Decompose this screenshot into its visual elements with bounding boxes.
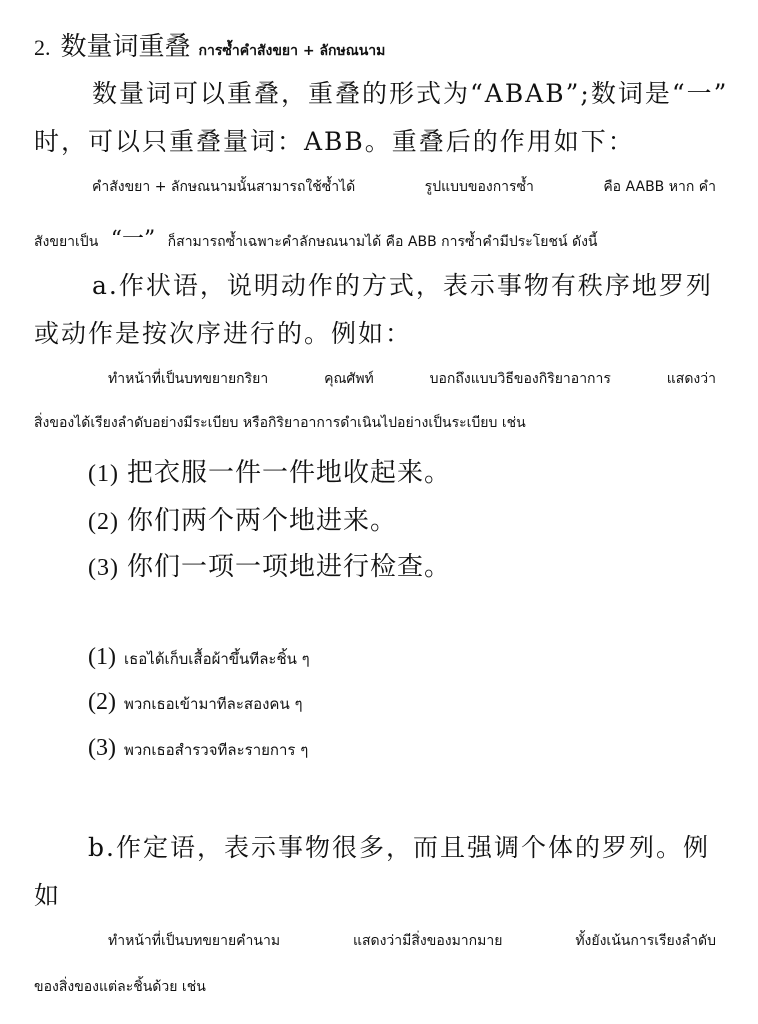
intro-th-part: คำสังขยา + ลักษณนามนั้นสามารถใช้ซ้ำได้ — [92, 179, 356, 195]
example-number: (3) — [88, 555, 119, 581]
section-a-th-line-2: สิ่งของได้เรียงลำดับอย่างมีระเบียบ หรือกิริยาอาการดำเนินไปอย่างเป็นระเบียบ เช่น — [34, 415, 526, 431]
example-zh-1 — [88, 452, 451, 489]
example-number: (1) — [88, 461, 119, 487]
section-a-th-part: คุณศัพท์ — [324, 371, 374, 387]
intro-zh-line-1: 数量词可以重叠，重叠的形式为“ABAB”;数词是“一” — [92, 79, 729, 108]
section-a-th-part: แสดงว่า — [666, 371, 716, 387]
section-b-th-line-2: ของสิ่งของแต่ละชิ้นด้วย เช่น — [34, 979, 206, 995]
section-a-th-part: ทำหน้าที่เป็นบทขยายกริยา — [108, 371, 269, 387]
example-number: (2) — [88, 509, 119, 535]
heading-title-th: การซ้ำคำสังขยา + ลักษณนาม — [198, 43, 386, 59]
example-th-3 — [88, 735, 308, 762]
section-b-zh-line-1: b.作定语，表示事物很多，而且强调个体的罗列。例 — [88, 833, 710, 862]
intro-th-part: สังขยาเป็น — [34, 234, 99, 250]
section-b-th-line-1 — [108, 930, 716, 952]
heading-number: 2. — [34, 35, 51, 60]
section-a-th-part: บอกถึงแบบวิธีของกิริยาอาการ — [429, 371, 611, 387]
example-text: 把衣服一件一件地收起来。 — [126, 458, 451, 488]
intro-th-quote: “一” — [110, 227, 156, 252]
example-number: (3) — [88, 735, 116, 761]
section-b-th-part: แสดงว่ามีสิ่งของมากมาย — [352, 933, 503, 949]
section-heading — [34, 26, 385, 63]
intro-th-line-2 — [34, 222, 718, 253]
example-text: 你们两个两个地进来。 — [126, 506, 397, 536]
section-a-zh-line-2: 或动作是按次序进行的。例如： — [34, 319, 413, 348]
example-text: 你们一项一项地进行检查。 — [126, 552, 451, 582]
heading-title-zh: 数量词重叠 — [60, 32, 191, 62]
example-th-1 — [88, 644, 310, 671]
intro-zh-line-2: 时，可以只重叠量词：ABB。重叠后的作用如下： — [34, 127, 635, 156]
example-text: พวกเธอสำรวจทีละรายการ ๆ — [123, 741, 309, 759]
section-b-th-part: ทำหน้าที่เป็นบทขยายคำนาม — [108, 933, 281, 949]
example-zh-2 — [88, 500, 397, 537]
section-b-th-part: ทั้งยังเน้นการเรียงลำดับ — [575, 933, 716, 949]
intro-th-part: ก็สามารถซ้ำเฉพาะคำลักษณนามได้ คือ ABB การซ้ำคำมีประโยชน์ ดังนี้ — [167, 234, 598, 250]
example-zh-3 — [88, 546, 451, 583]
section-b-zh-line-2: 如 — [34, 881, 62, 910]
intro-th-part: รูปแบบของการซ้ำ — [424, 179, 534, 195]
example-text: เธอได้เก็บเสื้อผ้าขึ้นทีละชิ้น ๆ — [123, 650, 310, 668]
example-number: (2) — [88, 689, 116, 715]
example-text: พวกเธอเข้ามาทีละสองคน ๆ — [123, 695, 303, 713]
example-number: (1) — [88, 644, 116, 670]
section-a-zh-line-1: a.作状语，说明动作的方式，表示事物有秩序地罗列 — [92, 271, 713, 300]
section-a-th-line-1 — [108, 368, 716, 390]
intro-th-line-1 — [92, 176, 716, 198]
intro-th-part: คือ AABB หาก คำ — [603, 179, 716, 195]
example-th-2 — [88, 689, 303, 716]
